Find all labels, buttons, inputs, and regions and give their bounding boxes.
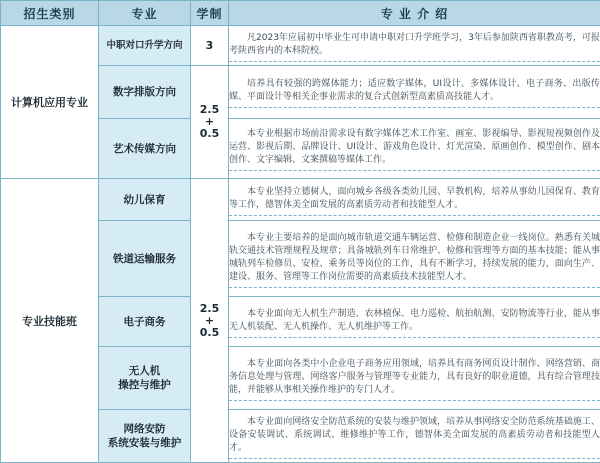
major-line: 操控与维护: [99, 378, 190, 392]
intro-cell: [229, 179, 600, 221]
major-cell: 中职对口升学方向: [99, 26, 191, 66]
intro-cell: [229, 410, 600, 463]
major-line: 网络安防: [99, 422, 190, 436]
intro-text: 凡2023年应届初中毕业生可申请中职对口升学班学习，3年后参加陕西省职教高考，可报考陕西省内的本科院校。: [229, 30, 600, 62]
duration-plus: +: [191, 116, 228, 128]
duration-plus: +: [191, 315, 228, 327]
duration-value: 2.5: [191, 104, 228, 116]
intro-text: 本专业面向各类中小企业电子商务应用领域，培养具有商务网页设计制作、网络营销、商务信息处理与管理、网络客户服务与管理等专业能力，具有良好的职业道德，具有综合管理技能，并能够从事相关操作维护的专门人才。: [229, 356, 600, 401]
intro-cell: [229, 66, 600, 119]
header-category: 招生类别: [1, 1, 99, 26]
intro-text: 本专业坚持立德树人，面向城乡各级各类幼儿园、早教机构，培养从事幼儿园保育、教育等工作，德智体美全面发展的高素质劳动者和技能型人才。: [229, 184, 600, 216]
intro-text: 本专业主要培养的是面向城市轨道交通车辆运营、检修和制造企业一线岗位。熟悉有关城轨交通技术管理规程及规章；具备城轨列车日常维护、检修和管理等方面的基本技能；能从事城轨列车检修员、安检、乘务员等岗位的工作，具有不断学习，持续发展的能力，面向生产、建设、服务、管理等工作岗位需要的高素质技术技能型人才。: [229, 230, 600, 288]
duration-cell: [191, 66, 229, 179]
duration-value: 0.5: [191, 128, 228, 140]
major-cell: 艺术传媒方向: [99, 119, 191, 179]
category-skills: 专业技能班: [1, 179, 99, 463]
header-duration: 学制: [191, 1, 229, 26]
intro-cell: [229, 221, 600, 297]
intro-cell: [229, 26, 600, 66]
intro-cell: [229, 347, 600, 410]
duration-value: 0.5: [191, 327, 228, 339]
header-row: [1, 1, 600, 26]
major-cell: [99, 410, 191, 463]
intro-cell: [229, 297, 600, 347]
major-cell: [99, 347, 191, 410]
duration-cell: [191, 179, 229, 463]
duration-cell: 3: [191, 26, 229, 66]
table-row: [1, 179, 600, 221]
major-cell: 铁道运输服务: [99, 221, 191, 297]
major-line: 无人机: [99, 364, 190, 378]
major-cell: 幼儿保育: [99, 179, 191, 221]
header-intro: 专 业 介 绍: [229, 1, 600, 26]
table-row: [1, 26, 600, 66]
intro-text: 本专业根据市场前沿需求设有数字媒体艺术工作室、画室、影视编导、影视短视频创作及运营、影视后期、品牌设计、UI设计、游戏角色设计、灯光渲染、原画创作、模型创作、剧本创作、文字编辑、文案撰稿等媒体工作。: [229, 126, 600, 171]
intro-text: 本专业面向网络安全防范系统的安装与维护领域，培养从事网络安全防范系统基础施工、设备安装调试、系统调试、维修维护等工作，德智体美全面发展的高素质劳动者和技能型人才。: [229, 414, 600, 459]
major-line: 系统安装与维护: [99, 436, 190, 450]
intro-text: 本专业面向无人机生产制造、农林植保、电力巡检、航拍航测、安防物流等行业，能从事无人机装配、无人机操作、无人机维护等工作。: [229, 306, 600, 338]
category-computer: 计算机应用专业: [1, 26, 99, 179]
intro-cell: [229, 119, 600, 179]
header-major: 专业: [99, 1, 191, 26]
intro-text: 培养具有较强的跨媒体能力；适应数字媒体，UI设计、多媒体设计、电子商务、出版传媒、平面设计等相关企事业需求的复合式创新型高素质高技能人才。: [229, 76, 600, 108]
major-cell: 电子商务: [99, 297, 191, 347]
duration-value: 2.5: [191, 303, 228, 315]
major-cell: 数字排版方向: [99, 66, 191, 119]
